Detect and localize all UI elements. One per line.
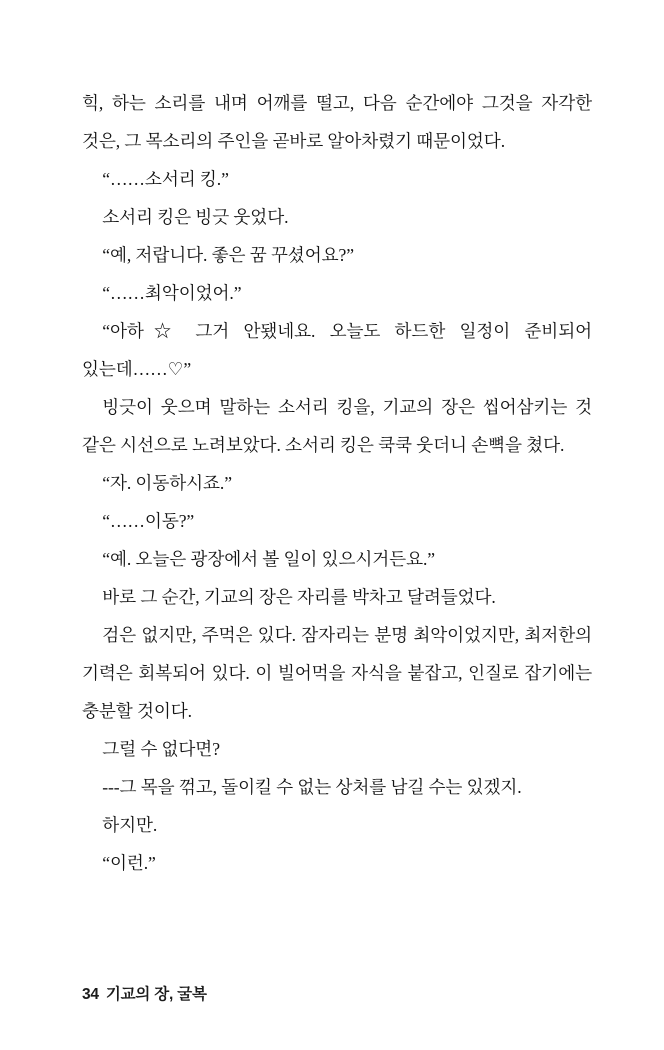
- paragraph: 힉, 하는 소리를 내며 어깨를 떨고, 다음 순간에야 그것을 자각한 것은, 그 목소리의 주인을 곧바로 알아차렸기 때문이었다.: [82, 93, 592, 151]
- paragraph: 검은 없지만, 주먹은 있다. 잠자리는 분명 최악이었지만, 최저한의 기력은 회복되어 있다. 이 빌어먹을 자식을 붙잡고, 인질로 잡기에는 충분할 것이다.: [82, 625, 592, 721]
- paragraph: 소서리 킹은 빙긋 웃었다.: [102, 207, 289, 227]
- paragraph: “……최악이었어.”: [102, 283, 242, 303]
- paragraph: “……이동?”: [102, 511, 195, 531]
- paragraph: ---그 목을 꺾고, 돌이킬 수 없는 상처를 남길 수는 있겠지.: [102, 777, 522, 797]
- paragraph: “자. 이동하시죠.”: [102, 473, 232, 493]
- paragraph: “……소서리 킹.”: [102, 169, 229, 189]
- page-number: 34: [82, 986, 99, 1003]
- paragraph: “예. 오늘은 광장에서 볼 일이 있으시거든요.”: [102, 549, 435, 569]
- paragraph: 바로 그 순간, 기교의 장은 자리를 박차고 달려들었다.: [102, 587, 496, 607]
- paragraph: 빙긋이 웃으며 말하는 소서리 킹을, 기교의 장은 씹어삼키는 것 같은 시선으로 노려보았다. 소서리 킹은 쿡쿡 웃더니 손뼉을 쳤다.: [82, 397, 592, 455]
- paragraph: “이런.”: [102, 853, 156, 873]
- page-footer: [82, 982, 207, 1004]
- page-body-text: [82, 84, 592, 882]
- paragraph: 하지만.: [102, 815, 158, 835]
- running-title: 기교의 장, 굴복: [105, 986, 207, 1003]
- paragraph: “아하☆ 그거 안됐네요. 오늘도 하드한 일정이 준비되어 있는데……♡”: [82, 321, 592, 379]
- paragraph: 그럴 수 없다면?: [102, 739, 220, 759]
- paragraph: “예, 저랍니다. 좋은 꿈 꾸셨어요?”: [102, 245, 354, 265]
